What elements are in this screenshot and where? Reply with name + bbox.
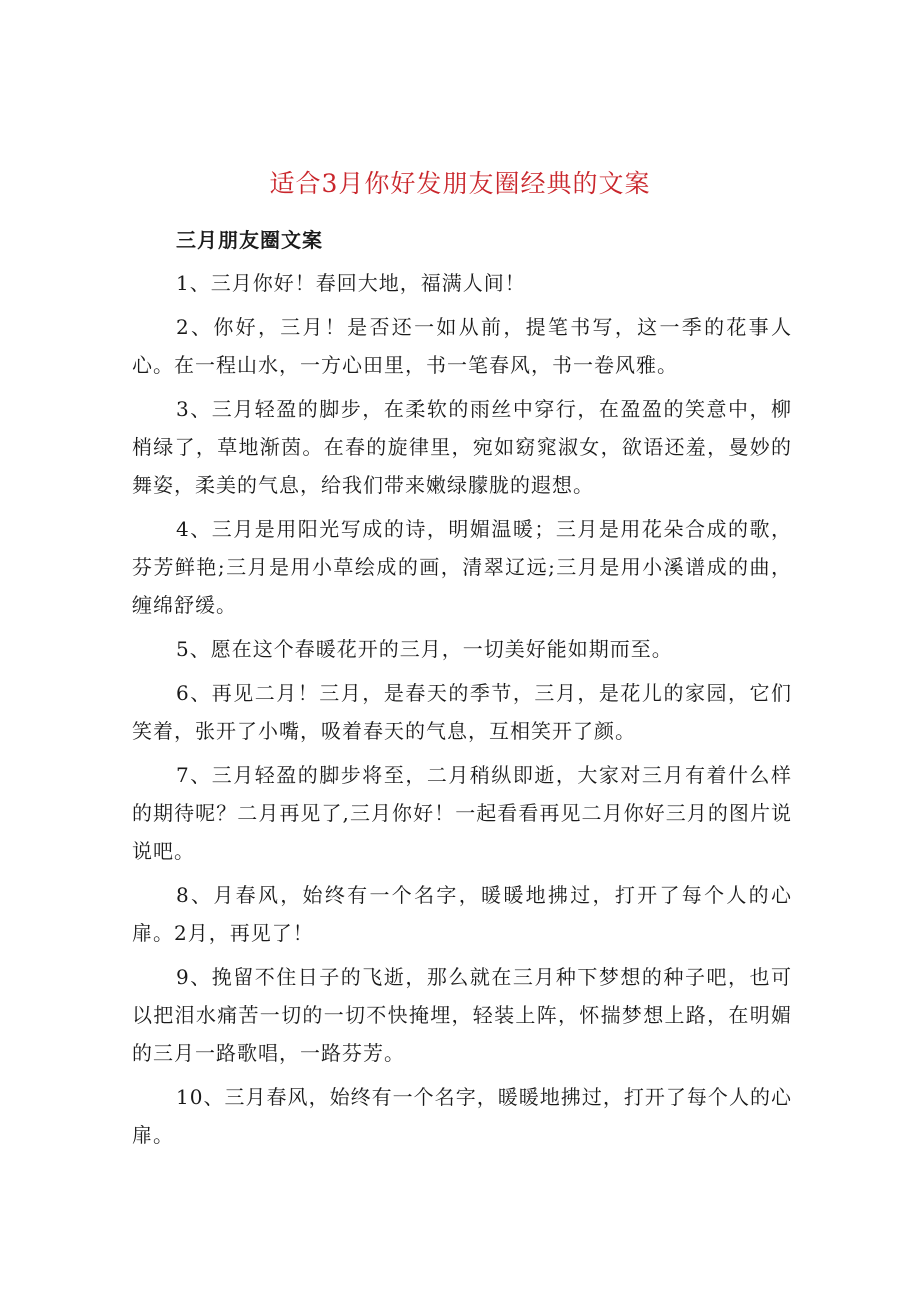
paragraph-3: 3、三月轻盈的脚步，在柔软的雨丝中穿行，在盈盈的笑意中，柳梢绿了，草地渐茵。在春的旋律里，宛如窈窕淑女，欲语还羞，曼妙的舞姿，柔美的气息，给我们带来嫩绿朦胧的遐想。: [132, 397, 792, 497]
paragraph-2: 2、你好，三月！是否还一如从前，提笔书写，这一季的花事人心。在一程山水，一方心田里，书一笔春风，书一卷风雅。: [132, 315, 792, 377]
paragraph-10: 10、三月春风，始终有一个名字，暖暖地拂过，打开了每个人的心扉。: [132, 1085, 792, 1147]
paragraph-8: 8、月春风，始终有一个名字，暖暖地拂过，打开了每个人的心扉。2月，再见了！: [132, 883, 792, 945]
paragraph-5: 5、愿在这个春暖花开的三月，一切美好能如期而至。: [176, 637, 673, 661]
paragraph-7: 7、三月轻盈的脚步将至，二月稍纵即逝，大家对三月有着什么样的期待呢？二月再见了,三月你好！一起看看再见二月你好三月的图片说说吧。: [132, 763, 792, 863]
document-title: 适合3月你好发朋友圈经典的文案: [269, 169, 651, 198]
paragraph-6: 6、再见二月！三月，是春天的季节，三月，是花儿的家园，它们笑着，张开了小嘴，吸着春天的气息，互相笑开了颜。: [132, 681, 792, 743]
paragraph-9: 9、挽留不住日子的飞逝，那么就在三月种下梦想的种子吧，也可以把泪水痛苦一切的一切不快掩埋，轻装上阵，怀揣梦想上路，在明媚的三月一路歌唱，一路芬芳。: [132, 965, 792, 1065]
section-heading: 三月朋友圈文案: [176, 228, 323, 252]
paragraph-4: 4、三月是用阳光写成的诗，明媚温暖；三月是用花朵合成的歌，芬芳鲜艳;三月是用小草绘成的画，清翠辽远;三月是用小溪谱成的曲，缠绵舒缓。: [132, 517, 792, 617]
document-body: [132, 222, 792, 1154]
paragraph-1: 1、三月你好！春回大地，福满人间！: [176, 271, 526, 295]
